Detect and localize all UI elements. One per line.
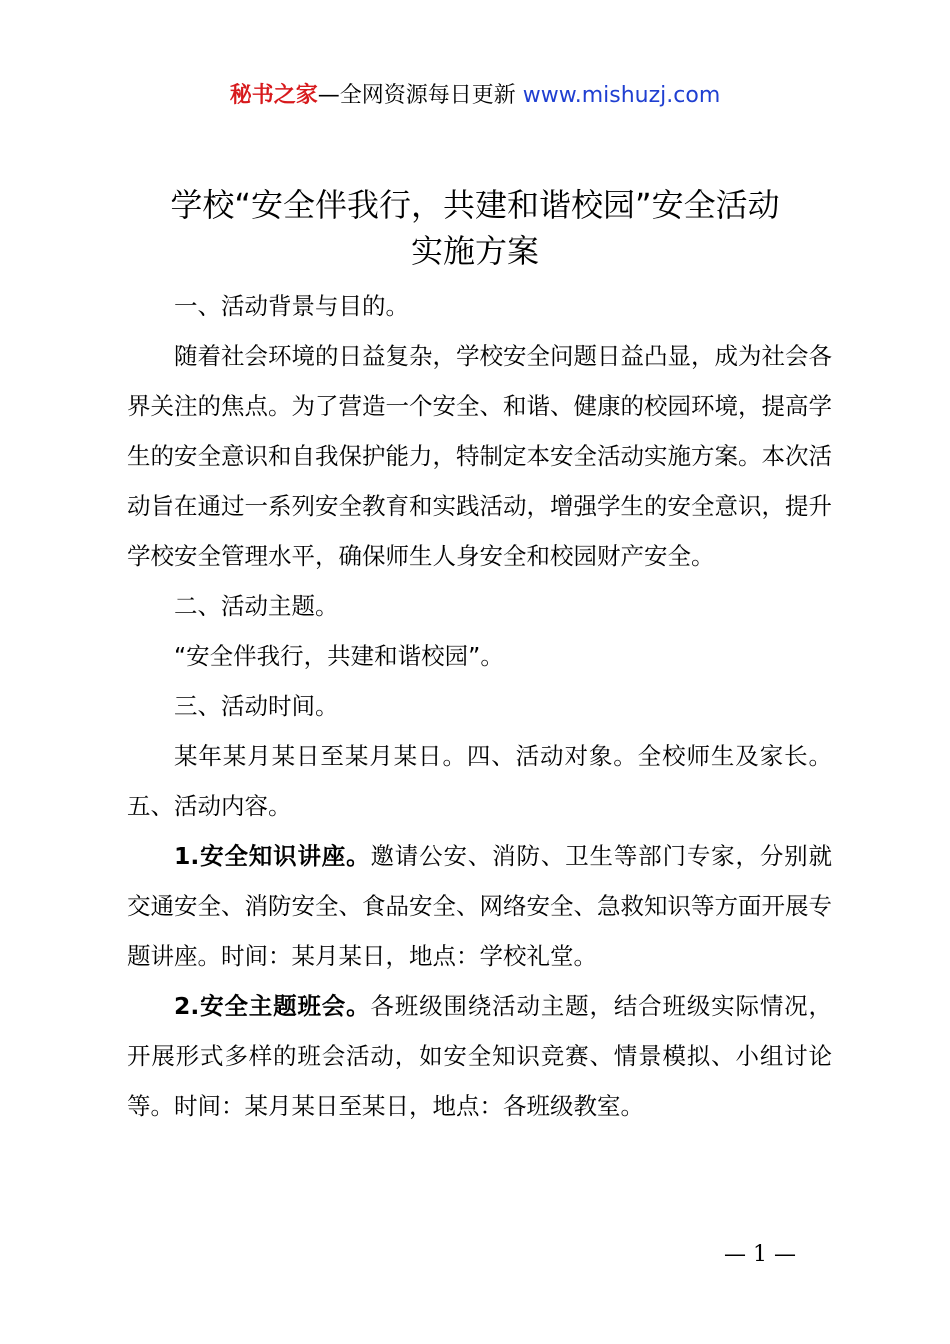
section-2-heading: 二、活动主题。 [174, 592, 339, 620]
content-item-1-text: 邀请公安、消防、卫生等部门专家，分别就交通安全、消防安全、食品安全、网络安全、急救知识等方面开展专题讲座。时间：某月某日，地点：学校礼堂。 [127, 842, 833, 970]
section-2-paragraph: “安全伴我行，共建和谐校园”。 [174, 642, 504, 670]
section-1-heading: 一、活动背景与目的。 [174, 292, 409, 320]
site-url-link[interactable]: www.mishuzj.com [522, 83, 721, 108]
section-3-heading: 三、活动时间。 [174, 692, 339, 720]
content-item-2 [127, 981, 832, 1131]
document-body [127, 281, 832, 1131]
document-title [60, 182, 890, 274]
content-item-1-title: 1.安全知识讲座。 [174, 842, 371, 870]
content-item-1 [127, 831, 832, 981]
section-3-paragraph: 某年某月某日至某月某日。四、活动对象。全校师生及家长。五、活动内容。 [127, 742, 832, 820]
section-1-paragraph: 随着社会环境的日益复杂，学校安全问题日益凸显，成为社会各界关注的焦点。为了营造一个安全、和谐、健康的校园环境，提高学生的安全意识和自我保护能力，特制定本安全活动实施方案。本次活动旨在通过一系列安全教育和实践活动，增强学生的安全意识，提升学校安全管理水平，确保师生人身安全和校园财产安全。 [127, 342, 832, 570]
site-brand: 秘书之家 [229, 83, 318, 108]
content-item-2-text: 各班级围绕活动主题，结合班级实际情况，开展形式多样的班会活动，如安全知识竞赛、情景模拟、小组讨论等。时间：某月某日至某日，地点：各班级教室。 [127, 992, 833, 1120]
site-header [0, 82, 950, 110]
page-number: — 1 — [724, 1242, 796, 1267]
document-title-line-1: 学校“安全伴我行，共建和谐校园”安全活动 [170, 186, 780, 224]
content-item-2-title: 2.安全主题班会。 [174, 992, 371, 1020]
document-title-line-2: 实施方案 [410, 232, 539, 270]
site-tagline: —全网资源每日更新 [317, 83, 516, 108]
